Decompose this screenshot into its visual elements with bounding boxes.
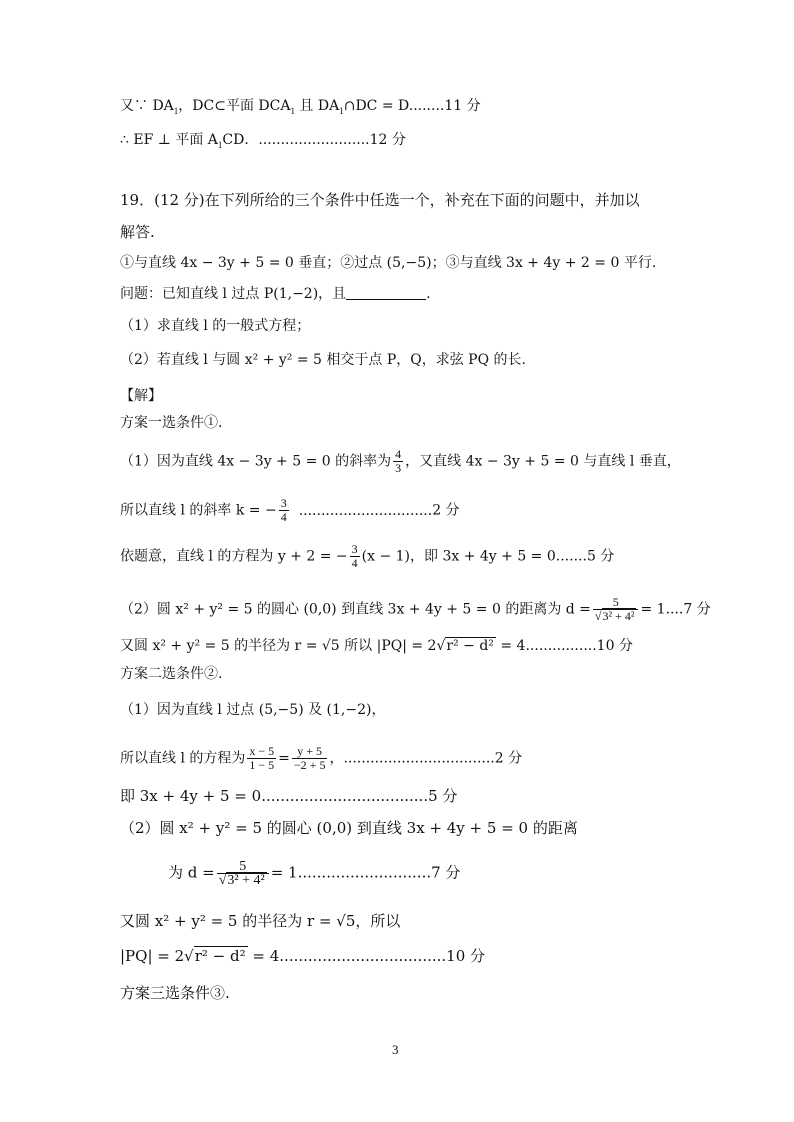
plan-3-heading: 方案三选条件③. (120, 984, 230, 1002)
plan-2-step-4: （2）圆 x² + y² = 5 的圆心 (0,0) 到直线 3x + 4y + 5 = 0 的距离 (120, 819, 578, 837)
plan-2-step-6: 又圆 x² + y² = 5 的半径为 r = √5，所以 (120, 912, 401, 930)
plan-1-step-2: 所以直线 l 的斜率 k = − $\frac{3}{4}$ ..............................2 分 (120, 496, 460, 524)
solution-line-2: ∴ EF ⊥ 平面 $A_1CD$．.........................12 分 (120, 132, 406, 150)
plan-2-step-5: 为 d = $\frac{5}{\text{√3² + 4²}}$ = 1............................7 分 (168, 859, 461, 888)
question-19-problem: 问题：已知直线 l 过点 P(1,−2)，且 . (120, 286, 431, 302)
question-19-part-2: （2）若直线 l 与圆 x² + y² = 5 相交于点 P，Q，求弦 PQ 的长. (120, 352, 526, 368)
page-number: 3 (392, 1042, 399, 1057)
fraction-distance-b: $\frac{5}{\text{√3² + 4²}}$ (217, 860, 269, 887)
question-19-title: 19．(12 分)在下列所给的三个条件中任选一个，补充在下面的问题中，并加以 (120, 191, 640, 209)
question-19-title-cont: 解答. (120, 223, 155, 241)
plan-1-step-1: （1）因为直线 4x − 3y + 5 = 0 的斜率为 $\frac{4}{3}$ ，又直线 4x − 3y + 5 = 0 与直线 l 垂直， (120, 447, 681, 475)
plan-2-heading: 方案二选条件②. (120, 666, 223, 682)
fraction-x: $\frac{x - 5}{1 - 5}$ (249, 744, 275, 772)
plan-2-step-2: 所以直线 l 的方程为 $\frac{x - 5}{1 - 5}$ = $\frac{y + 5}{-2 + 5}$ ，..................................2 分 (120, 744, 523, 772)
solution-heading: 【解】 (120, 388, 162, 404)
question-19-part-1: （1）求直线 l 的一般式方程； (120, 318, 311, 334)
fraction-3-over-4: $\frac{3}{4}$ (280, 496, 287, 524)
solution-line-1: 又∵ $DA_1$，DC⊂平面 $DCA_1$ 且 $DA_1\cap DC = D........11$ 分 (120, 98, 481, 116)
plan-2-step-3: 即 3x + 4y + 5 = 0...................................5 分 (120, 787, 458, 805)
plan-1-heading: 方案一选条件①. (120, 415, 223, 431)
fraction-distance: $\frac{5}{\text{√3² + 4²}}$ (593, 596, 639, 623)
plan-1-step-3: 依题意，直线 l 的方程为 y + 2 = − $\frac{3}{4}$ (x − 1)，即 3x + 4y + 5 = 0.......5 分 (120, 542, 615, 570)
plan-1-step-4: （2）圆 x² + y² = 5 的圆心 (0,0) 到直线 3x + 4y + 5 = 0 的距离为 d = $\frac{5}{\text{√3² + 4²}}$ = 1....7 分 (120, 595, 711, 623)
question-19-conditions: ①与直线 4x − 3y + 5 = 0 垂直；②过点 (5,−5)；③与直线 3x + 4y + 2 = 0 平行. (120, 255, 657, 271)
answer-blank (346, 285, 426, 300)
fraction-4-over-3: $\frac{4}{3}$ (395, 447, 402, 475)
plan-2-step-1: （1）因为直线 l 过点 (5,−5) 及 (1,−2)， (120, 702, 386, 718)
fraction-y: $\frac{y + 5}{-2 + 5}$ (293, 744, 326, 772)
plan-2-step-7: |PQ| = 2√r² − d² = 4...................................10 分 (120, 947, 486, 965)
fraction-3-over-4-b: $\frac{3}{4}$ (351, 542, 358, 570)
plan-1-step-5: 又圆 x² + y² = 5 的半径为 r = √5 所以 |PQ| = 2√r² − d² = 4................10 分 (120, 638, 633, 654)
